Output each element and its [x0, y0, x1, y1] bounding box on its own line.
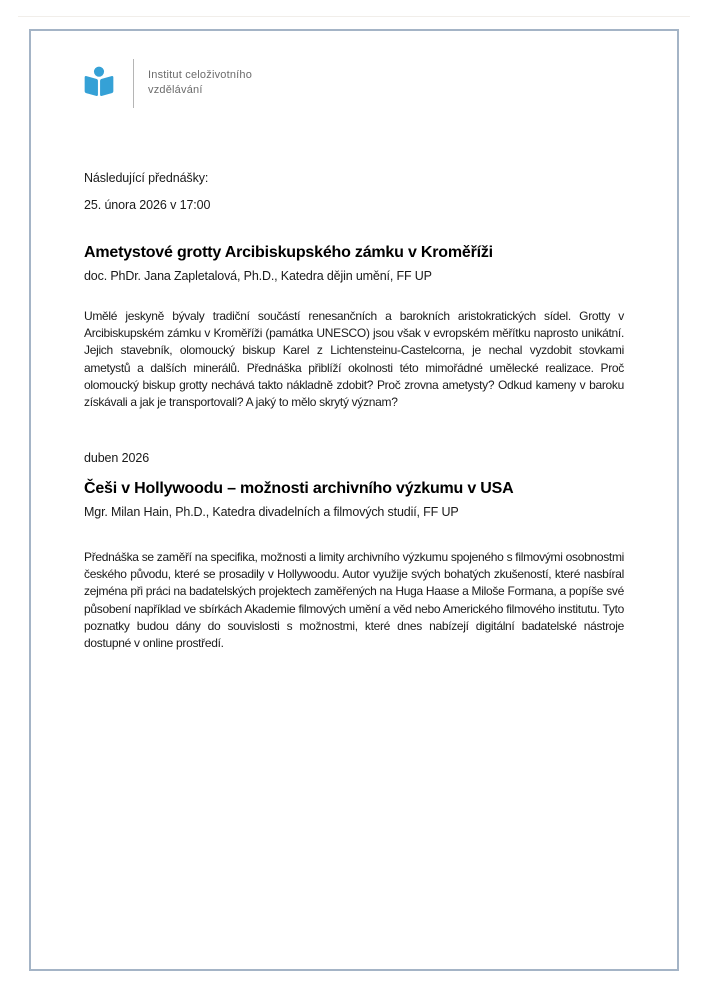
lecture-speaker: Mgr. Milan Hain, Ph.D., Katedra divadelních a filmových studií, FF UP	[84, 505, 459, 519]
logo-divider	[133, 59, 134, 108]
logo-text-line2: vzdělávání	[148, 83, 203, 96]
intro-label: Následující přednášky:	[84, 171, 209, 185]
lecture-abstract: Přednáška se zaměří na specifika, možnosti a limity archivního výzkumu spojeného s filmovými osobnostmi českého původu, které se prosadily v Hollywoodu. Autor využije svých bohatých zkušeností, které nasbíral zejména při práci na badatelských projektech zaměřených na Huga Haase a Miloše Formana, a popíše své působení například ve sbírkách Akademie filmových umění a věd nebo Amerického filmového institutu. Tyto poznatky budou dány do souvislosti s možnostmi, které dnes nabízejí digitální badatelské nástroje dostupné v online prostředí.	[84, 550, 625, 651]
institute-logo	[82, 59, 252, 108]
lecture-abstract: Umělé jeskyně bývaly tradiční součástí renesančních a barokních aristokratických sídel. Grotty v Arcibiskupském zámku v Kroměříži (památka UNESCO) jsou však v evropském měřítku naprosto unikátní. Jejich stavebník, olomoucký biskup Karel z Lichtensteinu-Castelcorna, je nechal vyzdobit stovkami ametystů a dalších minerálů. Přednáška přiblíží okolnosti této mimořádné umělecké realizace. Proč olomoucký biskup grotty nechává takto nákladně zdobit? Proč zrovna ametysty? Odkud kameny v baroku získávali a jak je transportovali? A jaký to mělo skrytý význam?	[84, 309, 624, 410]
lecture-title: Ametystové grotty Arcibiskupského zámku v Kroměříži	[84, 244, 493, 261]
open-book-reader-icon	[82, 62, 116, 102]
logo-text	[148, 68, 252, 97]
lecture-section-2	[84, 450, 624, 652]
lecture-date: duben 2026	[84, 451, 150, 465]
logo-text-line1: Institut celoživotního	[148, 69, 253, 81]
lecture-date: 25. února 2026 v 17:00	[84, 198, 211, 212]
lecture-section-1	[84, 197, 624, 411]
lecture-title: Češi v Hollywoodu – možnosti archivního výzkumu v USA	[84, 480, 514, 497]
lecture-speaker: doc. PhDr. Jana Zapletalová, Ph.D., Katedra dějin umění, FF UP	[84, 269, 432, 283]
page-edge-line	[18, 16, 690, 17]
